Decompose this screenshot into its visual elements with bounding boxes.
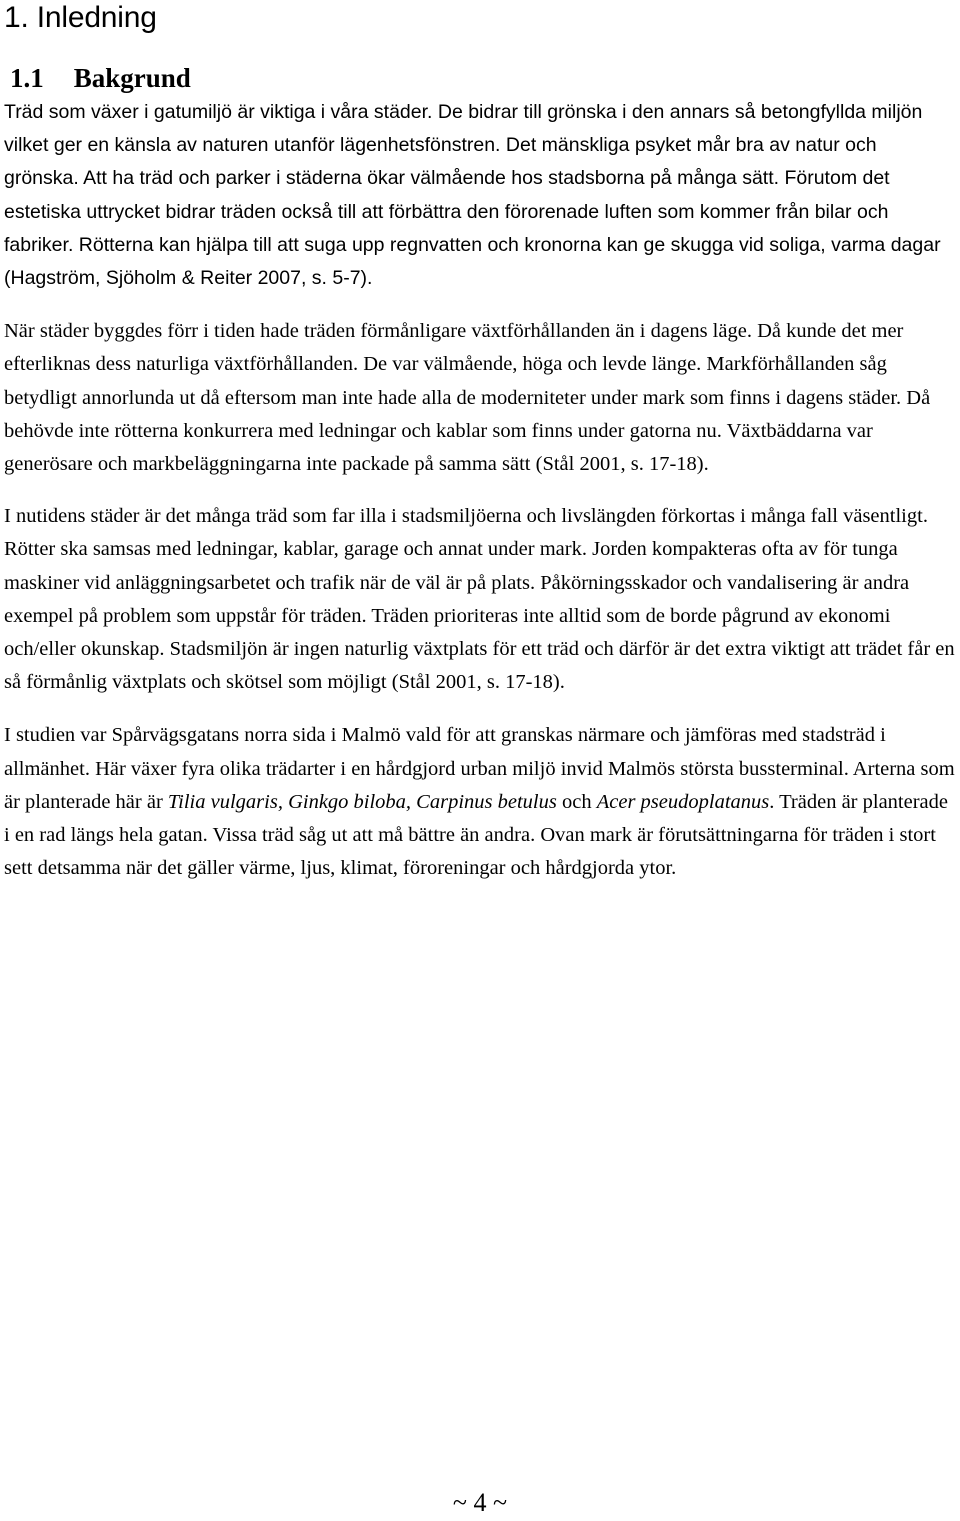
page-number: ~ 4 ~: [452, 1488, 508, 1517]
chapter-heading: 1. Inledning: [4, 1, 157, 34]
section-title: Bakgrund: [73, 63, 191, 93]
paragraph-study: [4, 719, 956, 885]
section-heading: [10, 62, 956, 94]
document-page: [4, 0, 956, 885]
paragraph-background: Träd som växer i gatumiljö är viktiga i våra städer. De bidrar till grönska i den annars så betongfyllda miljön vilket ger en känsla av naturen utanför lägenhetsfönstren. Det mänskliga psyket mår bra av natur och grönska. Att ha träd och parker i städerna ökar välmående hos stadsborna på många sätt. Förutom det estetiska uttrycket bidrar träden också till att förbättra den förorenade luften som kommer från bilar och fabriker. Rötterna kan hjälpa till att suga upp regnvatten och kronorna kan ge skugga vid soliga, varma dagar (Hagström, Sjöholm & Reiter 2007, s. 5-7).: [4, 101, 941, 290]
study-text-and: och: [556, 790, 597, 813]
species-list-italic: Tilia vulgaris, Ginkgo biloba, Carpinus betulus: [167, 790, 557, 813]
species-acer-italic: Acer pseudoplatanus: [596, 790, 770, 813]
study-text-1: I studien var Spårvägsgatans norra sida i Malmö vald för att granskas närmare och jämföras med stadsträd i allmänhet. Här växer fyra olika trädarter i en hårdgjord urban miljö invid Malmös största bussterminal. Arterna som är planterade här är: [4, 724, 955, 813]
paragraph-present: I nutidens städer är det många träd som far illa i stadsmiljöerna och livslängden förkortas i många fall väsentligt. Rötter ska samsas med ledningar, kablar, garage och annat under mark. Jorden kompakteras ofta av för tunga maskiner vid anläggningsarbetet och trafik när de väl är på plats. Påkörningsskador och vandalisering är andra exempel på problem som uppstår för träden. Träden prioriteras inte alltid som de borde pågrund av ekonomi och/eller okunskap. Stadsmiljön är ingen naturlig växtplats för ett träd och därför är det extra viktigt att trädet får en så förmånlig växtplats och skötsel som möjligt (Stål 2001, s. 17-18).: [4, 505, 955, 694]
paragraph-history: När städer byggdes förr i tiden hade träden förmånligare växtförhållanden än i dagens läge. Då kunde det mer efterliknas dess naturliga växtförhållanden. De var välmående, höga och levde länge. Markförhållanden såg betydligt annorlunda ut då eftersom man inte hade alla de moderniteter under mark som finns i dagens städer. Då behövde inte rötterna konkurrera med ledningar och kablar som finns under gatorna nu. Växtbäddarna var generösare och markbeläggningarna inte packade på samma sätt (Stål 2001, s. 17-18).: [4, 320, 931, 476]
section-number: 1.1: [10, 63, 44, 93]
study-text-2: . Träden är planterade i en rad längs hela gatan. Vissa träd såg ut att må bättre än andra. Ovan mark är förutsättningarna för träden i stort sett detsamma när det gäller värme, ljus, klimat, föroreningar och hårdgjorda ytor.: [4, 790, 948, 880]
